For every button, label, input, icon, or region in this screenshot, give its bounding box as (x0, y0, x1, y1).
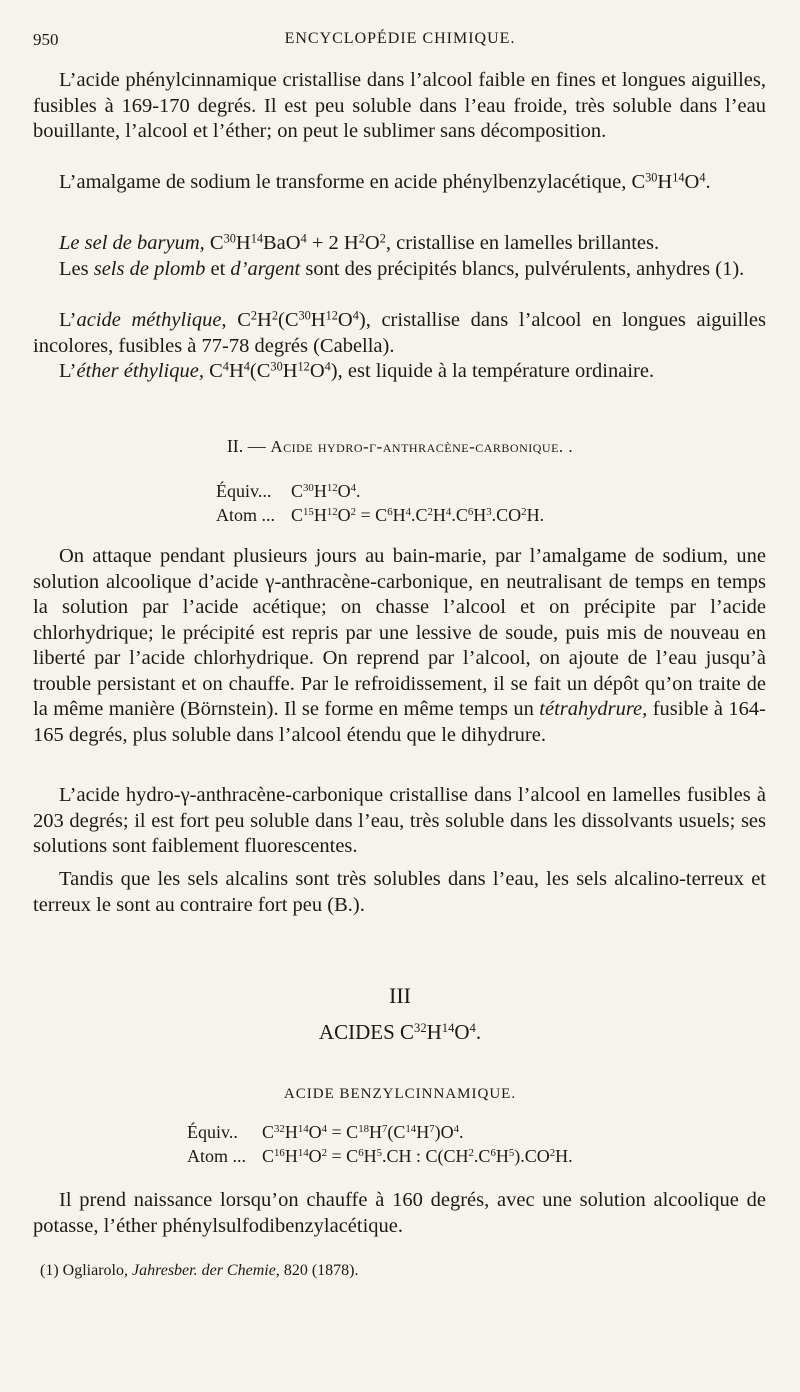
formula-atom: Atom ... $C^{15}H^{12}O^2 = C^6H^4.C^2H^4.C^6H^3.CO^2H$. (216, 505, 545, 525)
section-number-iii: III (389, 983, 411, 1008)
paragraph-properties: L’acide hydro-γ-anthracène-carbonique cristallise dans l’alcool en lamelles fusibles à 203 degrés; il est fort peu soluble dans l’eau, très soluble dans les dissolvants usuels; ses solutions sont faiblement fluorescentes. (33, 784, 766, 857)
paragraph-amalgam: L’amalgame de sodium le transforme en acide phénylbenzylacétique, $C^{30}H^{14}O^4$. (59, 170, 711, 193)
formula-block-ii (216, 479, 544, 527)
section-heading-ii: II. — Acide hydro-γ-anthracène-carbonique. . (226, 436, 574, 456)
page-number: 950 (33, 30, 59, 49)
paragraph-crystallisation: L’acide phénylcinnamique cristallise dans l’alcool faible en fines et longues aiguilles, fusibles à 169-170 degrés. Il est peu soluble dans l’eau froide, très soluble dans l’eau bouillante, l’alcool et l’éther; on peut le sublimer sans décomposition. (33, 69, 766, 142)
section-title-iii: ACIDES $C^{32}H^{14}O^4$. (318, 1020, 482, 1044)
paragraph-preparation: On attaque pendant plusieurs jours au bain-marie, par l’amalgame de sodium, une solution alcoolique d’acide γ-anthracène-carbonique, en neutralisant de temps en temps la solution par l’acide acétique; on chasse l’alcool et on précipite par l’acide chlorhydrique; le précipité est repris par une lessive de soude, puis mis de nouveau en liberté par l’acide chlorhydrique. On reprend par l’alcool, on ajoute de l’eau jusqu’à trouble persistant et on chauffe. Par le refroidissement, il se fait un dépôt qu’on traite de la même manière (Börnstein). Il se forme en même temps un tétrahydrure, fusible à 164-165 degrés, plus soluble dans l’alcool étendu que le dihydrure. (33, 545, 766, 746)
paragraph-barium-salt: Le sel de baryum, $C^{30}H^{14}BaO^4 + 2$ $H^2O^2$, cristallise en lamelles brillantes. (59, 231, 660, 254)
paragraph-salts: Tandis que les sels alcalins sont très solubles dans l’eau, les sels alcalino-terreux et terreux le sont au contraire fort peu (B.). (33, 868, 766, 916)
paragraph-lead-silver-salts: Les sels de plomb et d’argent sont des précipités blancs, pulvérulents, anhydres (1). (59, 258, 745, 280)
formula-equiv: Équiv.. $C^{32}H^{14}O^4 = C^{18}H^7(C^{14}H^7)O^4$. (187, 1122, 464, 1142)
formula-atom: Atom ... $C^{16}H^{14}O^2 = C^6H^5.CH$ : $C(CH^2.C^6H^5).CO^2H$. (187, 1146, 573, 1166)
paragraph-ethyl-ether: L’éther éthylique, $C^4H^4(C^{30}H^{12}O^4)$, est liquide à la température ordinaire. (59, 359, 655, 382)
footnote: (1) Ogliarolo, Jahresber. der Chemie, 820 (1878). (40, 1262, 359, 1279)
running-title: ENCYCLOPÉDIE CHIMIQUE. (284, 30, 516, 47)
paragraph-methyl-acid: L’acide méthylique, $C^2H^2(C^{30}H^{12}O^4)$, cristallise dans l’alcool en longues aiguilles incolores, fusibles à 77-78 degrés (Cabella). (33, 308, 766, 357)
paragraph-formation: Il prend naissance lorsqu’on chauffe à 160 degrés, avec une solution alcoolique de potasse, l’éther phénylsulfodibenzylacétique. (33, 1189, 766, 1237)
subsection-heading: ACIDE BENZYLCINNAMIQUE. (283, 1086, 517, 1102)
formula-equiv: Équiv... $C^{30}H^{12}O^4$. (216, 481, 361, 501)
page-header (33, 30, 767, 54)
formula-block-iii (187, 1120, 573, 1168)
